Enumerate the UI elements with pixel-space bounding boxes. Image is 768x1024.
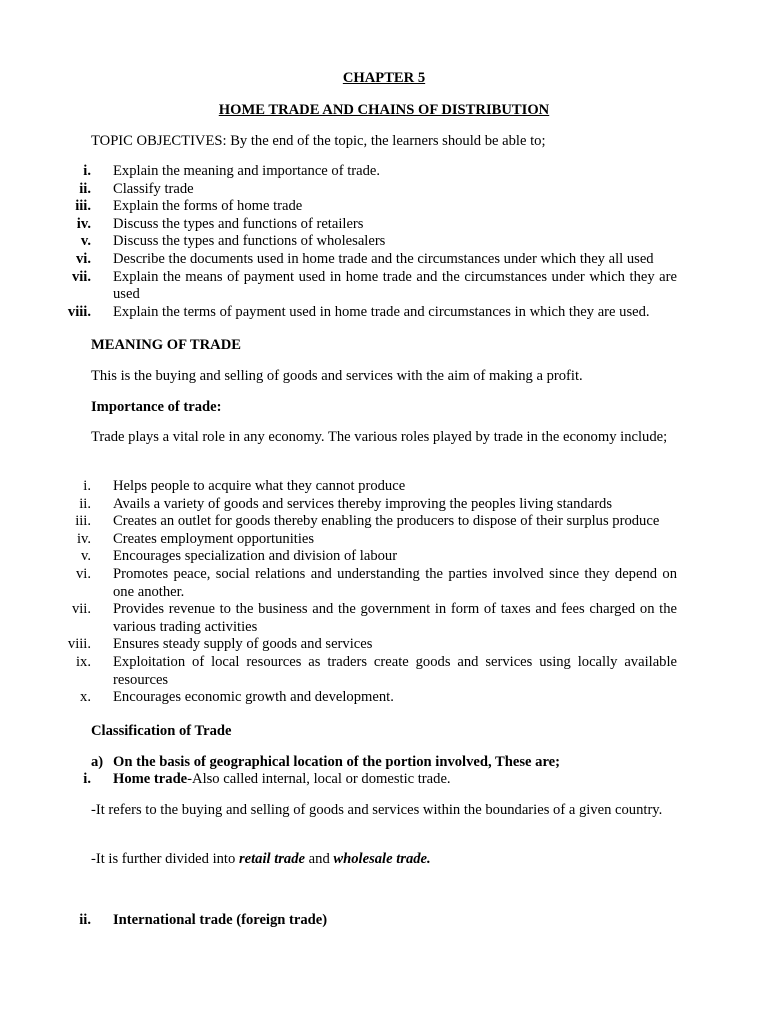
list-number: iv. [76,215,91,232]
list-item [0,304,768,322]
international-trade-heading: International trade (foreign trade) [113,912,328,928]
list-number: v. [81,548,91,565]
list-number: i. [83,478,91,494]
list-item-text: Describe the documents used in home trade and the circumstances under which they all used [113,250,654,267]
list-item [0,181,768,199]
home-trade-label: Home trade [113,771,188,787]
list-item [0,548,768,566]
list-number: vi. [76,250,91,267]
list-item [0,216,768,234]
list-item [0,198,768,216]
list-item [0,233,768,251]
list-item-text: Discuss the types and functions of wholesalers [113,233,386,250]
home-trade-number: i. [83,771,91,787]
list-item [0,531,768,549]
retail-trade-term: retail trade [238,851,306,867]
list-item [0,163,768,181]
list-item-text: Explain the terms of payment used in home trade and circumstances in which they are used. [113,303,650,320]
list-item [0,251,768,269]
chapter-title: CHAPTER 5 [342,70,426,86]
list-item-text: Promotes peace, social relations and understanding the parties involved since they depend on one another. [113,565,677,600]
list-item-text: Ensures steady supply of goods and services [113,636,373,653]
divided-prefix: -It is further divided into [91,851,239,867]
list-item-text: Provides revenue to the business and the government in form of taxes and fees charged on the various trading activities [113,601,677,635]
importance-list [0,478,768,707]
list-number: v. [80,233,91,250]
list-number: vii. [71,268,91,285]
list-item [0,269,768,304]
list-item-text: Avails a variety of goods and services thereby improving the peoples living standards [113,495,613,512]
importance-heading: Importance of trade: [91,399,222,415]
meaning-heading: MEANING OF TRADE [91,337,241,353]
list-item [0,566,768,601]
topic-objectives: TOPIC OBJECTIVES: By the end of the topic, the learners should be able to; [91,133,546,149]
list-number: vi. [76,565,91,582]
list-item-text: Discuss the types and functions of retailers [113,215,364,232]
objectives-list [0,163,768,321]
list-item-text: Helps people to acquire what they cannot produce [113,478,406,494]
list-item-text: Encourages specialization and division of labour [113,548,398,565]
page-title: HOME TRADE AND CHAINS OF DISTRIBUTION [218,102,550,118]
list-item [0,601,768,636]
divided-line [91,851,677,869]
list-item [0,654,768,689]
list-number: viii. [67,636,91,653]
wholesale-trade-term: wholesale trade. [333,851,431,867]
meaning-text: This is the buying and selling of goods and services with the aim of making a profit. [91,368,583,384]
list-number: ii. [79,180,91,197]
list-number: viii. [67,303,91,320]
importance-intro: Trade plays a vital role in any economy. The various roles played by trade in the economy include; [91,429,668,445]
list-item [0,689,768,707]
list-number: iv. [76,530,91,547]
home-trade-rest: -Also called internal, local or domestic trade. [187,771,451,787]
basis-marker: a) [91,754,104,770]
list-item [0,513,768,531]
list-item [0,478,768,496]
list-item [0,496,768,514]
classification-heading: Classification of Trade [91,723,232,739]
list-number: iii. [75,513,91,530]
list-number: vii. [71,601,91,618]
list-item-text: Explain the meaning and importance of trade. [113,163,381,179]
list-number: x. [80,689,91,706]
international-trade-number: ii. [79,912,91,928]
and-word: and [305,851,334,867]
list-item-text: Classify trade [113,180,194,197]
list-item-text: Explain the forms of home trade [113,198,303,215]
home-trade-line [113,771,677,789]
list-number: ii. [79,495,91,512]
list-number: iii. [75,198,91,215]
list-item-text: Creates an outlet for goods thereby enabling the producers to dispose of their surplus produce [113,513,660,530]
list-item-text: Explain the means of payment used in home trade and the circumstances under which they are used [113,268,677,303]
list-item-text: Creates employment opportunities [113,530,315,547]
list-number: ix. [76,653,91,670]
list-item [0,636,768,654]
home-trade-definition: -It refers to the buying and selling of goods and services within the boundaries of a given country. [91,802,663,818]
list-number: i. [83,163,91,179]
basis-text: On the basis of geographical location of the portion involved, These are; [113,754,561,770]
list-item-text: Encourages economic growth and development. [113,689,394,706]
list-item-text: Exploitation of local resources as traders create goods and services using locally available resources [113,653,677,688]
